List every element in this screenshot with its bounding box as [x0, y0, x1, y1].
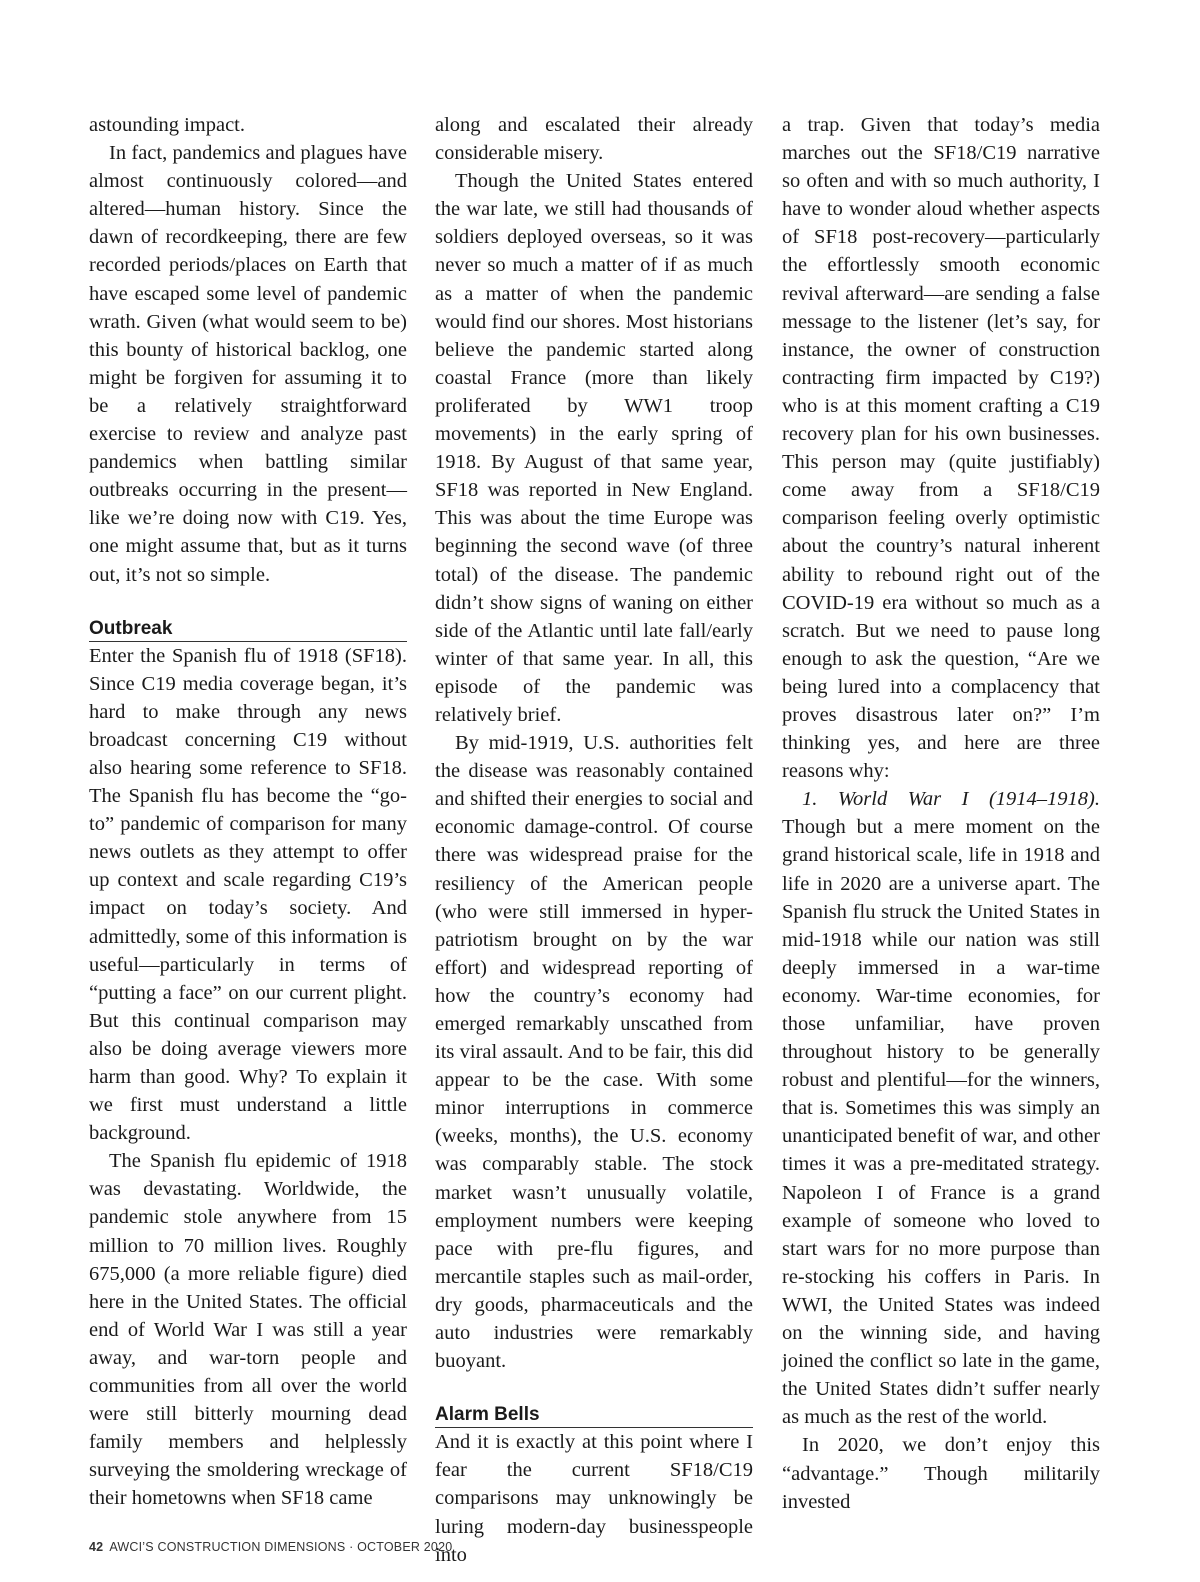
page-footer — [89, 1540, 452, 1554]
paragraph — [782, 785, 1100, 1431]
paragraph: a trap. Given that today’s media marches out the SF18/C19 narrative so often and with so much authority, I have to wonder aloud whether aspects of SF18 post-recovery—particularly the effortlessly smooth economic revival afterward—are sending a false message to the listener (let’s say, for instance, the owner of construction contracting firm impacted by C19?) who is at this moment crafting a C19 recovery plan for his own businesses. This person may (quite justifiably) come away from a SF18/C19 comparison feeling overly optimistic about the country’s natural inherent ability to rebound right out of the COVID-19 era without so much as a scratch. But we need to pause long enough to ask the question, “Are we being lured into a complacency that proves disastrous later on?” I’m thinking yes, and here are three reasons why: — [782, 114, 1100, 783]
paragraph: Enter the Spanish flu of 1918 (SF18). Since C19 media coverage began, it’s hard to make through any news broadcast concerning C19 without also hearing some reference to SF18. The Spanish flu has become the “go-to” pandemic of comparison for many news outlets as they attempt to offer up context and scale regarding C19’s impact on today’s society. And admittedly, some of this information is useful—particularly in terms of “putting a face” on our current plight. But this continual comparison may also be doing average viewers more harm than good. Why? To explain it we first must understand a little background. — [89, 644, 407, 1145]
paragraph-text: Though but a mere moment on the grand historical scale, life in 1918 and life in 2020 are a universe apart. The Spanish flu struck the United States in mid-1918 while our nation was still deeply immersed in a war-time economy. War-time economies, for those unfamiliar, have proven throughout history to be generally robust and plentiful—for the winners, that is. Sometimes this was simply an unanticipated benefit of war, and other times it was a pre-meditated strategy. Napoleon I of France is a grand example of someone who loved to start wars for no more purpose than re-stocking his coffers in Paris. In WWI, the United States was indeed on the winning side, and having joined the conflict so late in the game, the United States didn’t suffer nearly as much as the rest of the world. — [782, 816, 1100, 1429]
paragraph: along and escalated their already considerable misery. — [435, 114, 753, 165]
section-heading-alarm-bells: Alarm Bells — [435, 1403, 753, 1428]
section-heading-outbreak: Outbreak — [89, 617, 407, 642]
page-number: 42 — [89, 1540, 104, 1554]
paragraph: Though the United States entered the war late, we still had thousands of soldiers deployed overseas, so it was never so much a matter of if as much as a matter of when the pandemic would find our shores. Most historians believe the pandemic started along coastal France (more than likely proliferated by WW1 troop movements) in the early spring of 1918. By August of that same year, SF18 was reported in New England. This was about the time Europe was beginning the second wave (of three total) of the disease. The pandemic didn’t show signs of waning on either side of the Atlantic until late fall/early winter of that same year. In all, this episode of the pandemic was relatively brief. — [435, 170, 753, 726]
list-item-lead: 1. World War I (1914–1918). — [802, 788, 1100, 811]
column-1 — [89, 111, 407, 1513]
paragraph: The Spanish flu epidemic of 1918 was devastating. Worldwide, the pandemic stole anywhere from 15 million to 70 million lives. Roughly 675,000 (a more reliable figure) died here in the United States. The official end of World War I was still a year away, and war-torn people and communities from all over the world were still bitterly mourning dead family members and helplessly surveying the smoldering wreckage of their hometowns when SF18 came — [89, 1150, 407, 1510]
paragraph: And it is exactly at this point where I fear the current SF18/C19 comparisons may unknowingly be luring modern-day businesspeople into — [435, 1431, 753, 1566]
paragraph: In fact, pandemics and plagues have almost continuously colored—and altered—human history. Since the dawn of recordkeeping, there are few recorded periods/places on Earth that have escaped some level of pandemic wrath. Given (what would seem to be) this bounty of historical backlog, one might be forgiven for assuming it to be a relatively straightforward exercise to review and analyze past pandemics when battling similar outbreaks occurring in the present—like we’re doing now with C19. Yes, one might assume that, but as it turns out, it’s not so simple. — [89, 142, 407, 586]
column-2 — [435, 111, 753, 1569]
paragraph: In 2020, we don’t enjoy this “advantage.” Though militarily invested — [782, 1434, 1100, 1513]
column-3 — [782, 111, 1100, 1516]
publication-info: AWCI’S CONSTRUCTION DIMENSIONS · OCTOBER 2020 — [109, 1540, 453, 1554]
paragraph: By mid-1919, U.S. authorities felt the disease was reasonably contained and shifted their energies to social and economic damage-control. Of course there was widespread praise for the resiliency of the American people (who were still immersed in hyper-patriotism brought on by the war effort) and widespread reporting of how the country’s economy had emerged remarkably unscathed from its viral assault. And to be fair, this did appear to be the case. With some minor interruptions in commerce (weeks, months), the U.S. economy was comparably stable. The stock market wasn’t unusually volatile, employment numbers were keeping pace with pre-flu figures, and mercantile staples such as mail-order, dry goods, pharmaceuticals and the auto industries were remarkably buoyant. — [435, 732, 753, 1373]
paragraph: astounding impact. — [89, 114, 246, 136]
